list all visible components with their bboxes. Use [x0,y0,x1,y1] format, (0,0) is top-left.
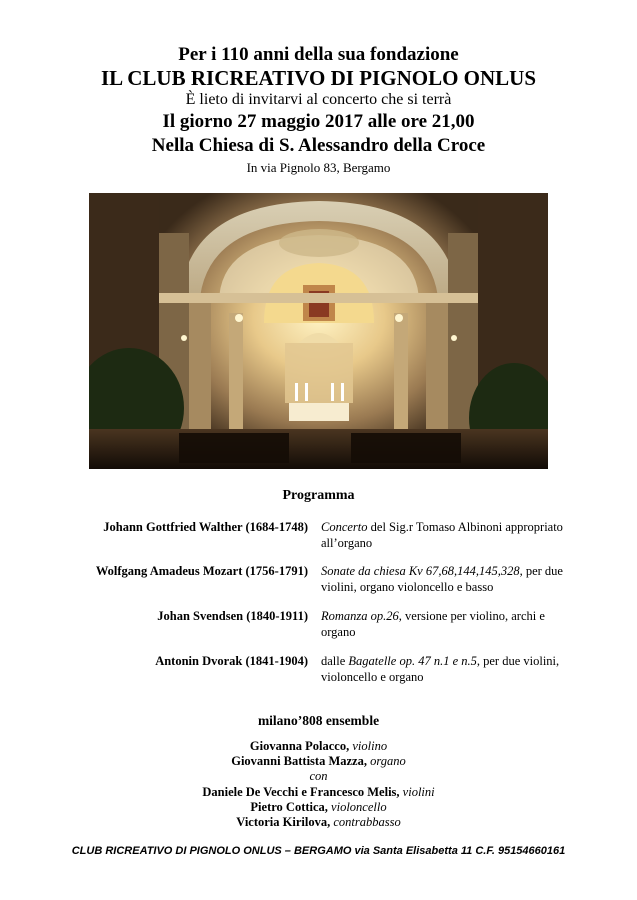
musician-role: organo [366,754,406,769]
musician-name: Giovanni Battista Mazza, [231,754,367,769]
anniversary-line: Per i 110 anni della sua fondazione [178,44,459,65]
work-title: Concerto [321,520,368,534]
musician-line [0,785,637,800]
musician-name: Giovanna Polacco, [249,739,350,753]
musician-role: violino [349,739,388,753]
concert-venue: Nella Chiesa di S. Alessandro della Croce [151,135,486,156]
musician-role: violini [399,784,435,799]
con-line [0,769,637,784]
work-detail: del Sig.r Tomaso Albinoni appropriato all’organo [321,520,563,550]
work-description [321,608,576,640]
program-title: Programma [282,488,355,503]
musician-role: violoncello [327,799,387,814]
invitation-line: È lieto di invitarvi al concerto che si terrà [185,91,452,108]
work-title: Sonate da chiesa Kv 67,68,144,145,328, [321,564,523,578]
work-description [321,563,576,595]
ensemble-name: milano’808 ensemble [257,713,380,728]
musician-line [0,815,637,830]
work-detail: , versione per violino, archi e organo [321,609,545,639]
work-title: Bagatelle op. 47 n.1 e n.5 [348,654,477,668]
musicians-list [0,739,637,830]
footer-address: CLUB RICREATIVO DI PIGNOLO ONLUS – BERGAMO via Santa Elisabetta 11 C.F. 95154660161 [71,845,566,857]
musician-name: Victoria Kirilova, [236,815,331,830]
venue-address: In via Pignolo 83, Bergamo [246,160,391,175]
musician-name: Pietro Cottica, [250,799,328,814]
musician-line [0,739,637,754]
composer-name: Johan Svendsen (1840-1911) [157,609,308,623]
church-interior-photo [89,193,548,469]
musician-line [0,800,637,815]
work-prefix: dalle [321,654,349,668]
work-detail: , per due violini, violoncello e organo [321,654,560,684]
work-description [321,653,576,685]
invitation-header [0,44,637,178]
musician-line [0,754,637,769]
work-detail: per due violini, organo violoncello e basso [321,564,563,594]
composer-name: Johann Gottfried Walther (1684-1748) [103,520,308,534]
concert-date: Il giorno 27 maggio 2017 alle ore 21,00 [162,111,475,132]
composer-name: Antonin Dvorak (1841-1904) [155,654,308,668]
con-word: con [309,769,328,784]
composer-name: Wolfgang Amadeus Mozart (1756-1791) [95,564,308,578]
musician-role: contrabbasso [330,815,401,830]
club-name: IL CLUB RICREATIVO DI PIGNOLO ONLUS [100,66,537,90]
musician-name: Daniele De Vecchi e Francesco Melis, [202,784,400,799]
work-title: Romanza op.26 [321,609,399,623]
work-description [321,519,576,551]
